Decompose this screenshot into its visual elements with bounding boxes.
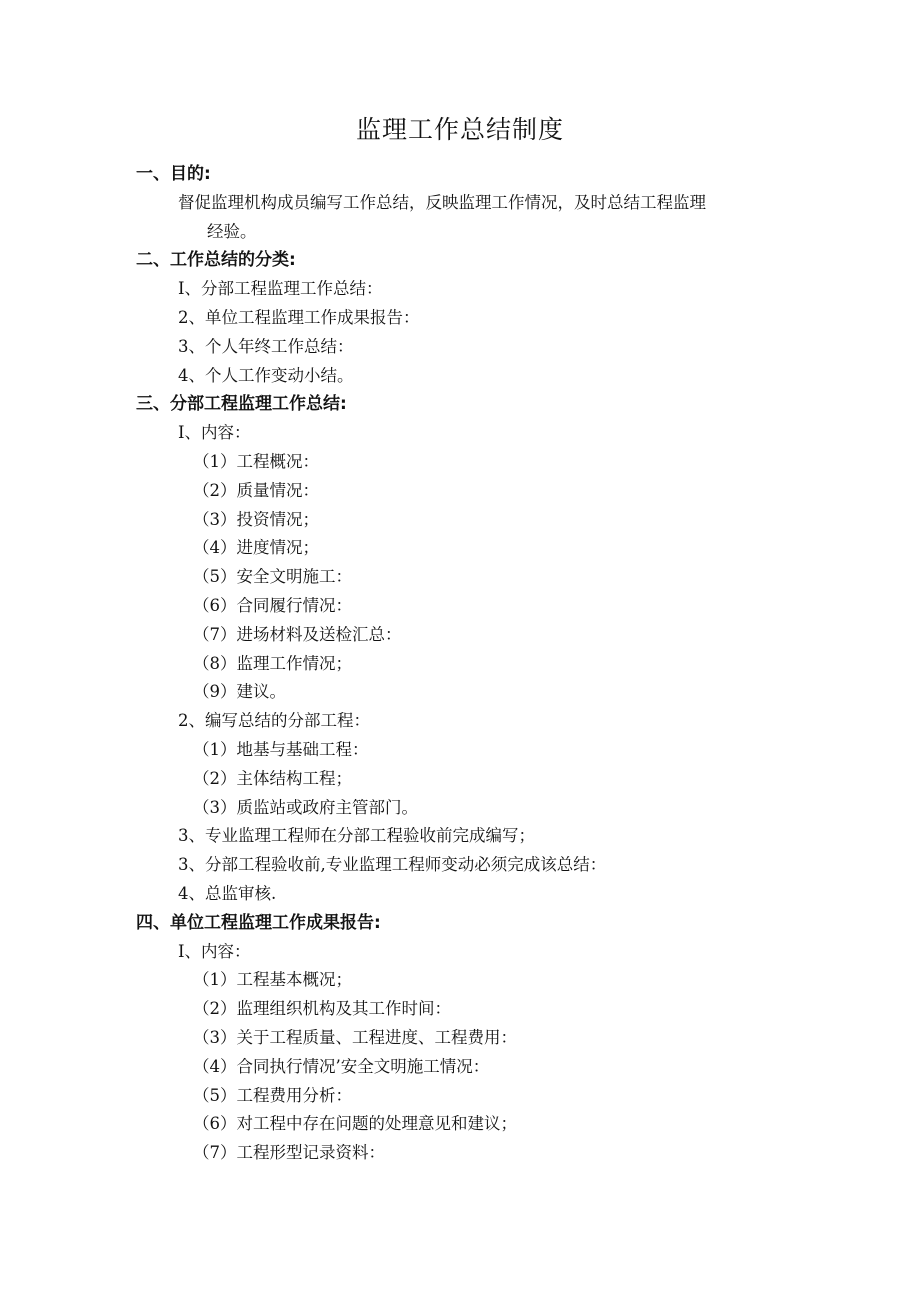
text-line: I、内容：	[178, 423, 251, 443]
text-line: （1）工程概况：	[193, 452, 319, 471]
text-line: （9）建议。	[193, 682, 286, 702]
text-line: 3、分部工程验收前,专业监理工程师变动必须完成该总结：	[178, 855, 607, 875]
text-line: （2）主体结构工程；	[193, 768, 352, 788]
text-line: （7）工程形型记录资料：	[193, 1143, 385, 1163]
text-line: （1）地基与基础工程：	[193, 740, 369, 759]
text-line: 4、总监审核.	[178, 884, 277, 903]
text-line: （5）工程费用分析：	[193, 1085, 352, 1105]
text-line: （6）对工程中存在问题的处理意见和建议；	[193, 1114, 517, 1134]
text-line: （7）进场材料及送检汇总：	[193, 624, 402, 644]
section-heading: 二、工作总结的分类:	[136, 250, 296, 271]
text-line: 3、专业监理工程师在分部工程验收前完成编写；	[178, 826, 535, 846]
text-line: （3）质监站或政府主管部门。	[193, 797, 418, 817]
text-line: 4、个人工作变动小结。	[178, 365, 354, 385]
text-line: （6）合同履行情况：	[193, 596, 352, 615]
text-line: 3、个人年终工作总结：	[178, 336, 354, 356]
text-line: 2、编写总结的分部工程：	[178, 711, 370, 731]
page-title: 监理工作总结制度	[355, 115, 564, 144]
text-line: （1）工程基本概况；	[193, 970, 352, 990]
text-line: （2）监理组织机构及其工作时间：	[193, 999, 451, 1019]
text-line: （8）监理工作情况；	[193, 653, 352, 673]
section-heading: 四、单位工程监理工作成果报告:	[136, 912, 381, 933]
text-line: （2）质量情况：	[193, 480, 319, 500]
text-line: 2、单位工程监理工作成果报告：	[178, 308, 420, 327]
text-line: 督促监理机构成员编写工作总结，反映监理工作情况，及时总结工程监理	[178, 192, 706, 212]
text-line: 经验。	[207, 221, 257, 241]
text-line: （3）关于工程质量、工程进度、工程费用：	[193, 1028, 517, 1047]
text-line: （4）合同执行情况’安全文明施工情况：	[193, 1056, 490, 1076]
text-line: I、内容：	[178, 941, 251, 961]
section-heading: 一、目的:	[136, 164, 211, 184]
text-line: （4）进度情况；	[193, 538, 319, 558]
section-heading: 三、分部工程监理工作总结:	[136, 394, 347, 415]
text-line: （3）投资情况；	[193, 509, 319, 529]
text-line: I、分部工程监理工作总结：	[178, 279, 383, 299]
text-line: （5）安全文明施工：	[193, 567, 352, 587]
